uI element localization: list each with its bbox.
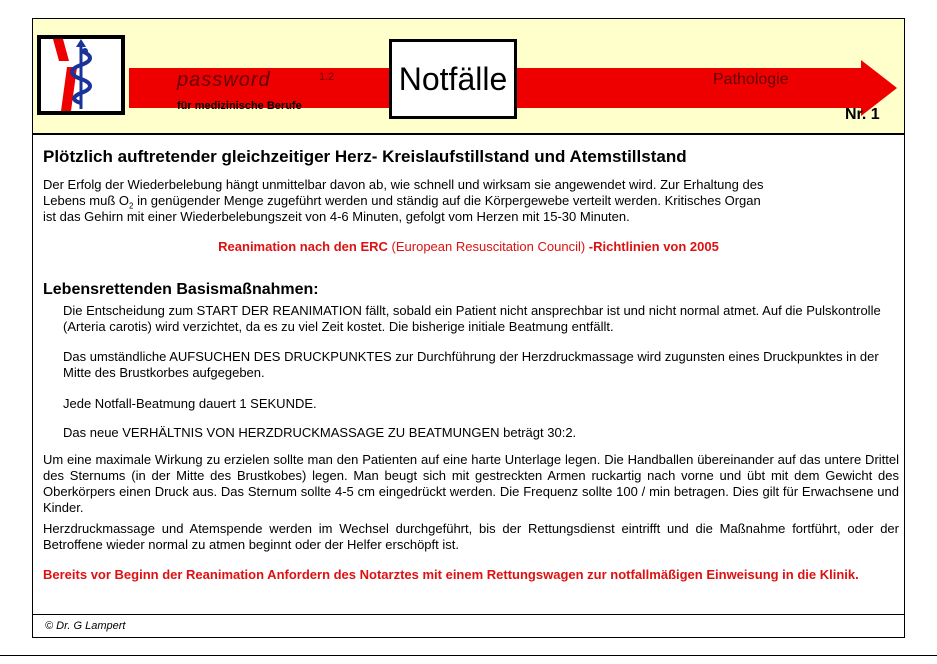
brand-subtitle: für medizinische Berufe — [177, 100, 302, 112]
brand-version: 1.2 — [319, 71, 335, 83]
intro-line-3: ist das Gehirn mit einer Wiederbelebungszeit von 4-6 Minuten, gefolgt vom Herzen mit 15-30 Minuten. — [43, 209, 630, 224]
warning-text: Bereits vor Beginn der Reanimation Anfordern des Notarztes mit einem Rettungswagen zur notfallmäßigen Einweisung in die Klinik. — [43, 567, 859, 582]
erc-council: (European Resuscitation Council) — [391, 239, 586, 254]
brand-name: password — [177, 69, 271, 91]
point-start: Die Entscheidung zum START DER REANIMATION fällt, sobald ein Patient nicht ansprechbar ist und nicht normal atmet. Auf die Pulskontrolle (Arteria carotis) wird verzichtet, da es zu viel Zeit kostet. Die bisherige initiale Beatmung entfällt. — [63, 303, 881, 334]
subheading: Lebensrettenden Basismaßnahmen: — [43, 281, 319, 298]
caduceus-logo — [37, 35, 125, 115]
oxygen-subscript: 2 — [129, 201, 134, 211]
category-label: Pathologie — [713, 71, 789, 88]
intro-line-2-start: Lebens muß O — [43, 193, 129, 208]
copyright: © Dr. G Lampert — [45, 620, 126, 632]
caduceus-icon — [41, 39, 121, 111]
erc-line — [33, 239, 904, 255]
intro-line-1: Der Erfolg der Wiederbelebung hängt unmittelbar davon ab, wie schnell und wirksam sie angewendet wird. Zur Erhaltung des — [43, 177, 764, 192]
point-ratio: Das neue VERHÄLTNIS VON HERZDRUCKMASSAGE ZU BEATMUNGEN beträgt 30:2. — [63, 425, 577, 440]
page-bottom-rule — [0, 655, 937, 656]
erc-suffix: -Richtlinien von 2005 — [585, 239, 719, 254]
point-pressure: Das umständliche AUFSUCHEN DES DRUCKPUNKTES zur Durchführung der Herzdruckmassage wird zugunsten eines Druckpunktes in der Mitte des Brustkorbes aufgegeben. — [63, 349, 879, 380]
main-heading: Plötzlich auftretender gleichzeitiger Herz- Kreislaufstillstand und Atemstillstand — [43, 147, 687, 166]
erc-prefix: Reanimation nach den ERC — [218, 239, 392, 254]
intro-line-2-end: in genügender Menge zugeführt werden und ständig auf die Körpergewebe verteilt werden. Kritisches Organ — [133, 193, 761, 208]
page-title: Notfälle — [398, 60, 508, 97]
info-card — [32, 18, 905, 638]
sheet-number: Nr. 1 — [845, 106, 880, 123]
header — [33, 19, 904, 135]
footer-divider — [33, 614, 904, 615]
header-arrow-right — [516, 68, 861, 108]
paragraph-technique: Um eine maximale Wirkung zu erzielen sollte man den Patienten auf eine harte Unterlage legen. Die Handballen übereinander auf das untere Drittel des Sternums (in der Mitte des Brustkobes) legen. Man beugt sich mit gestreckten Armen ruckartig nach vorne und übt mit dem Gewicht des Oberkörpers einen Druck aus. Das Sternum sollte 4-5 cm eingedrückt werden. Die Frequenz sollte 100 / min betragen. Dies gilt für Erwachsene und Kinder. — [43, 452, 899, 515]
title-box — [389, 39, 517, 119]
paragraph-alternation: Herzdruckmassage und Atemspende werden im Wechsel durchgeführt, bis der Rettungsdienst eintrifft und die Maßnahme fortführt, oder der Betroffene wieder normal zu atmen beginnt oder der Helfer erschöpft ist. — [43, 521, 899, 552]
content — [33, 135, 904, 615]
point-ventilation: Jede Notfall-Beatmung dauert 1 SEKUNDE. — [63, 396, 317, 411]
